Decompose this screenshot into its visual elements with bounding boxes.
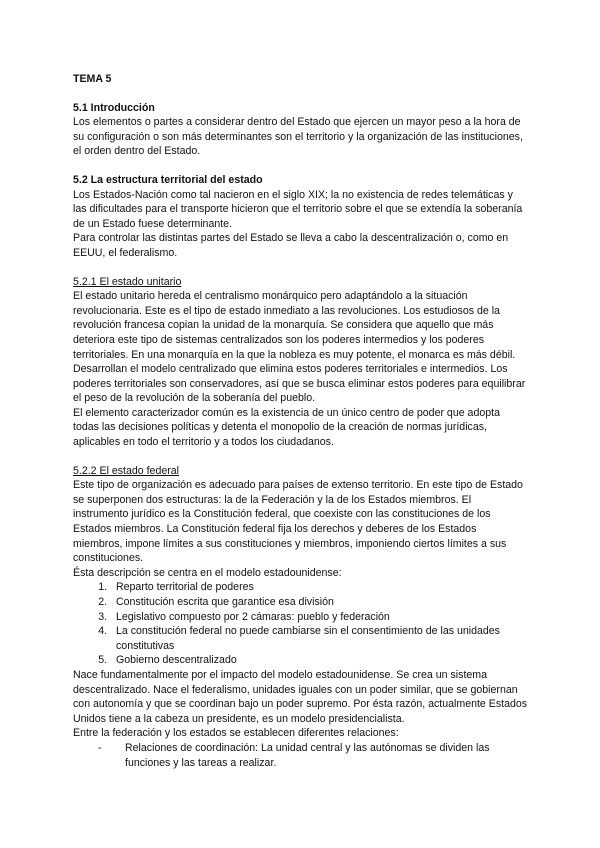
dash-list-relaciones (73, 741, 528, 770)
list-item: 1. Reparto territorial de poderes (110, 580, 528, 595)
list-item: 3. Legislativo compuesto por 2 cámaras: pueblo y federación (110, 610, 528, 625)
paragraph-elemento-caracterizador: El elemento caracterizador común es la existencia de un único centro de poder que adopta todas las decisiones políticas y detenta el monopolio de la creación de normas jurídicas, aplicables en todo el territorio y a todos los ciudadanos. (73, 406, 500, 449)
paragraph-descentralizacion: Para controlar las distintas partes del Estado se lleva a cabo la descentralización o, como en EEUU, el federalismo. (73, 232, 509, 259)
list-item: - Relaciones de coordinación: La unidad central y las autónomas se dividen las funciones y las tareas a realizar. (111, 741, 528, 770)
paragraph-estado-unitario: El estado unitario hereda el centralismo monárquico pero adaptándolo a la situación revolucionaria. Este es el tipo de estado inmediato a las revoluciones. Los estudiosos de la revolución francesa copian la unidad de la monarquía. Se considera que aquello que más deteriora este tipo de sistemas centralizados son los poderes intermedios y los poderes territoriales. En una monarquía en la que la nobleza es muy potente, el monarca es más débil. Desarrollan el modelo centralizado que elimina estos poderes territoriales e intermedios. Los poderes territoriales son conservadores, así que se busca eliminar estos poderes para equilibrar el peso de la revolución de la soberanía del pueblo. (73, 290, 526, 405)
section-heading-introduccion: 5.1 Introducción (73, 101, 155, 114)
doc-title: TEMA 5 (73, 73, 112, 85)
list-item: 4. La constitución federal no puede cambiarse sin el consentimiento de las unidades constitutivas (110, 624, 528, 653)
paragraph-estados-nacion: Los Estados-Nación como tal nacieron en el siglo XIX; la no existencia de redes telemáticas y las dificultades para el transporte hicieron que el territorio sobre el que se extendía la soberanía de un Estado fuese determinante. (73, 188, 523, 230)
paragraph-relaciones: Entre la federación y los estados se establecen diferentes relaciones: (73, 727, 399, 740)
paragraph-introduccion: Los elementos o partes a considerar dentro del Estado que ejercen un mayor peso a la hora de su configuración o son más determinantes son el territorio y la organización de las instituciones, el orden dentro del Estado. (73, 116, 523, 158)
section-heading-estructura-territorial: 5.2 La estructura territorial del estado (73, 173, 263, 186)
paragraph-estado-federal: Este tipo de organización es adecuado para países de extenso territorio. En este tipo de Estado se superponen dos estructuras: la de la Federación y la de los Estados miembros. El instrumento jurídico es la Constitución federal, que coexiste con las constituciones de los Estados miembros. La Constitución federal fija los derechos y deberes de los Estados miembros, impone límites a sus constituciones y miembros, imponiendo ciertos límites a sus constituciones. (73, 479, 523, 565)
paragraph-descripcion-modelo: Ésta descripción se centra en el modelo estadounidense: (73, 566, 342, 579)
list-item: 2. Constitución escrita que garantice esa división (110, 595, 528, 610)
list-item: 5. Gobierno descentralizado (110, 653, 528, 668)
paragraph-federalismo: Nace fundamentalmente por el impacto del modelo estadounidense. Se crea un sistema descentralizado. Nace el federalismo, unidades iguales con un poder similar, que se gobiernan con autonomía y que se coordinan bajo un poder supremo. Por ésta razón, actualmente Estados Unidos tiene a la cabeza un presidente, es un modelo presidencialista. (73, 668, 528, 725)
document-body (73, 72, 528, 770)
subsection-heading-estado-federal: 5.2.2 El estado federal (73, 464, 180, 477)
numbered-list-modelo-estadounidense (73, 580, 528, 668)
subsection-heading-estado-unitario: 5.2.1 El estado unitario (73, 275, 182, 288)
